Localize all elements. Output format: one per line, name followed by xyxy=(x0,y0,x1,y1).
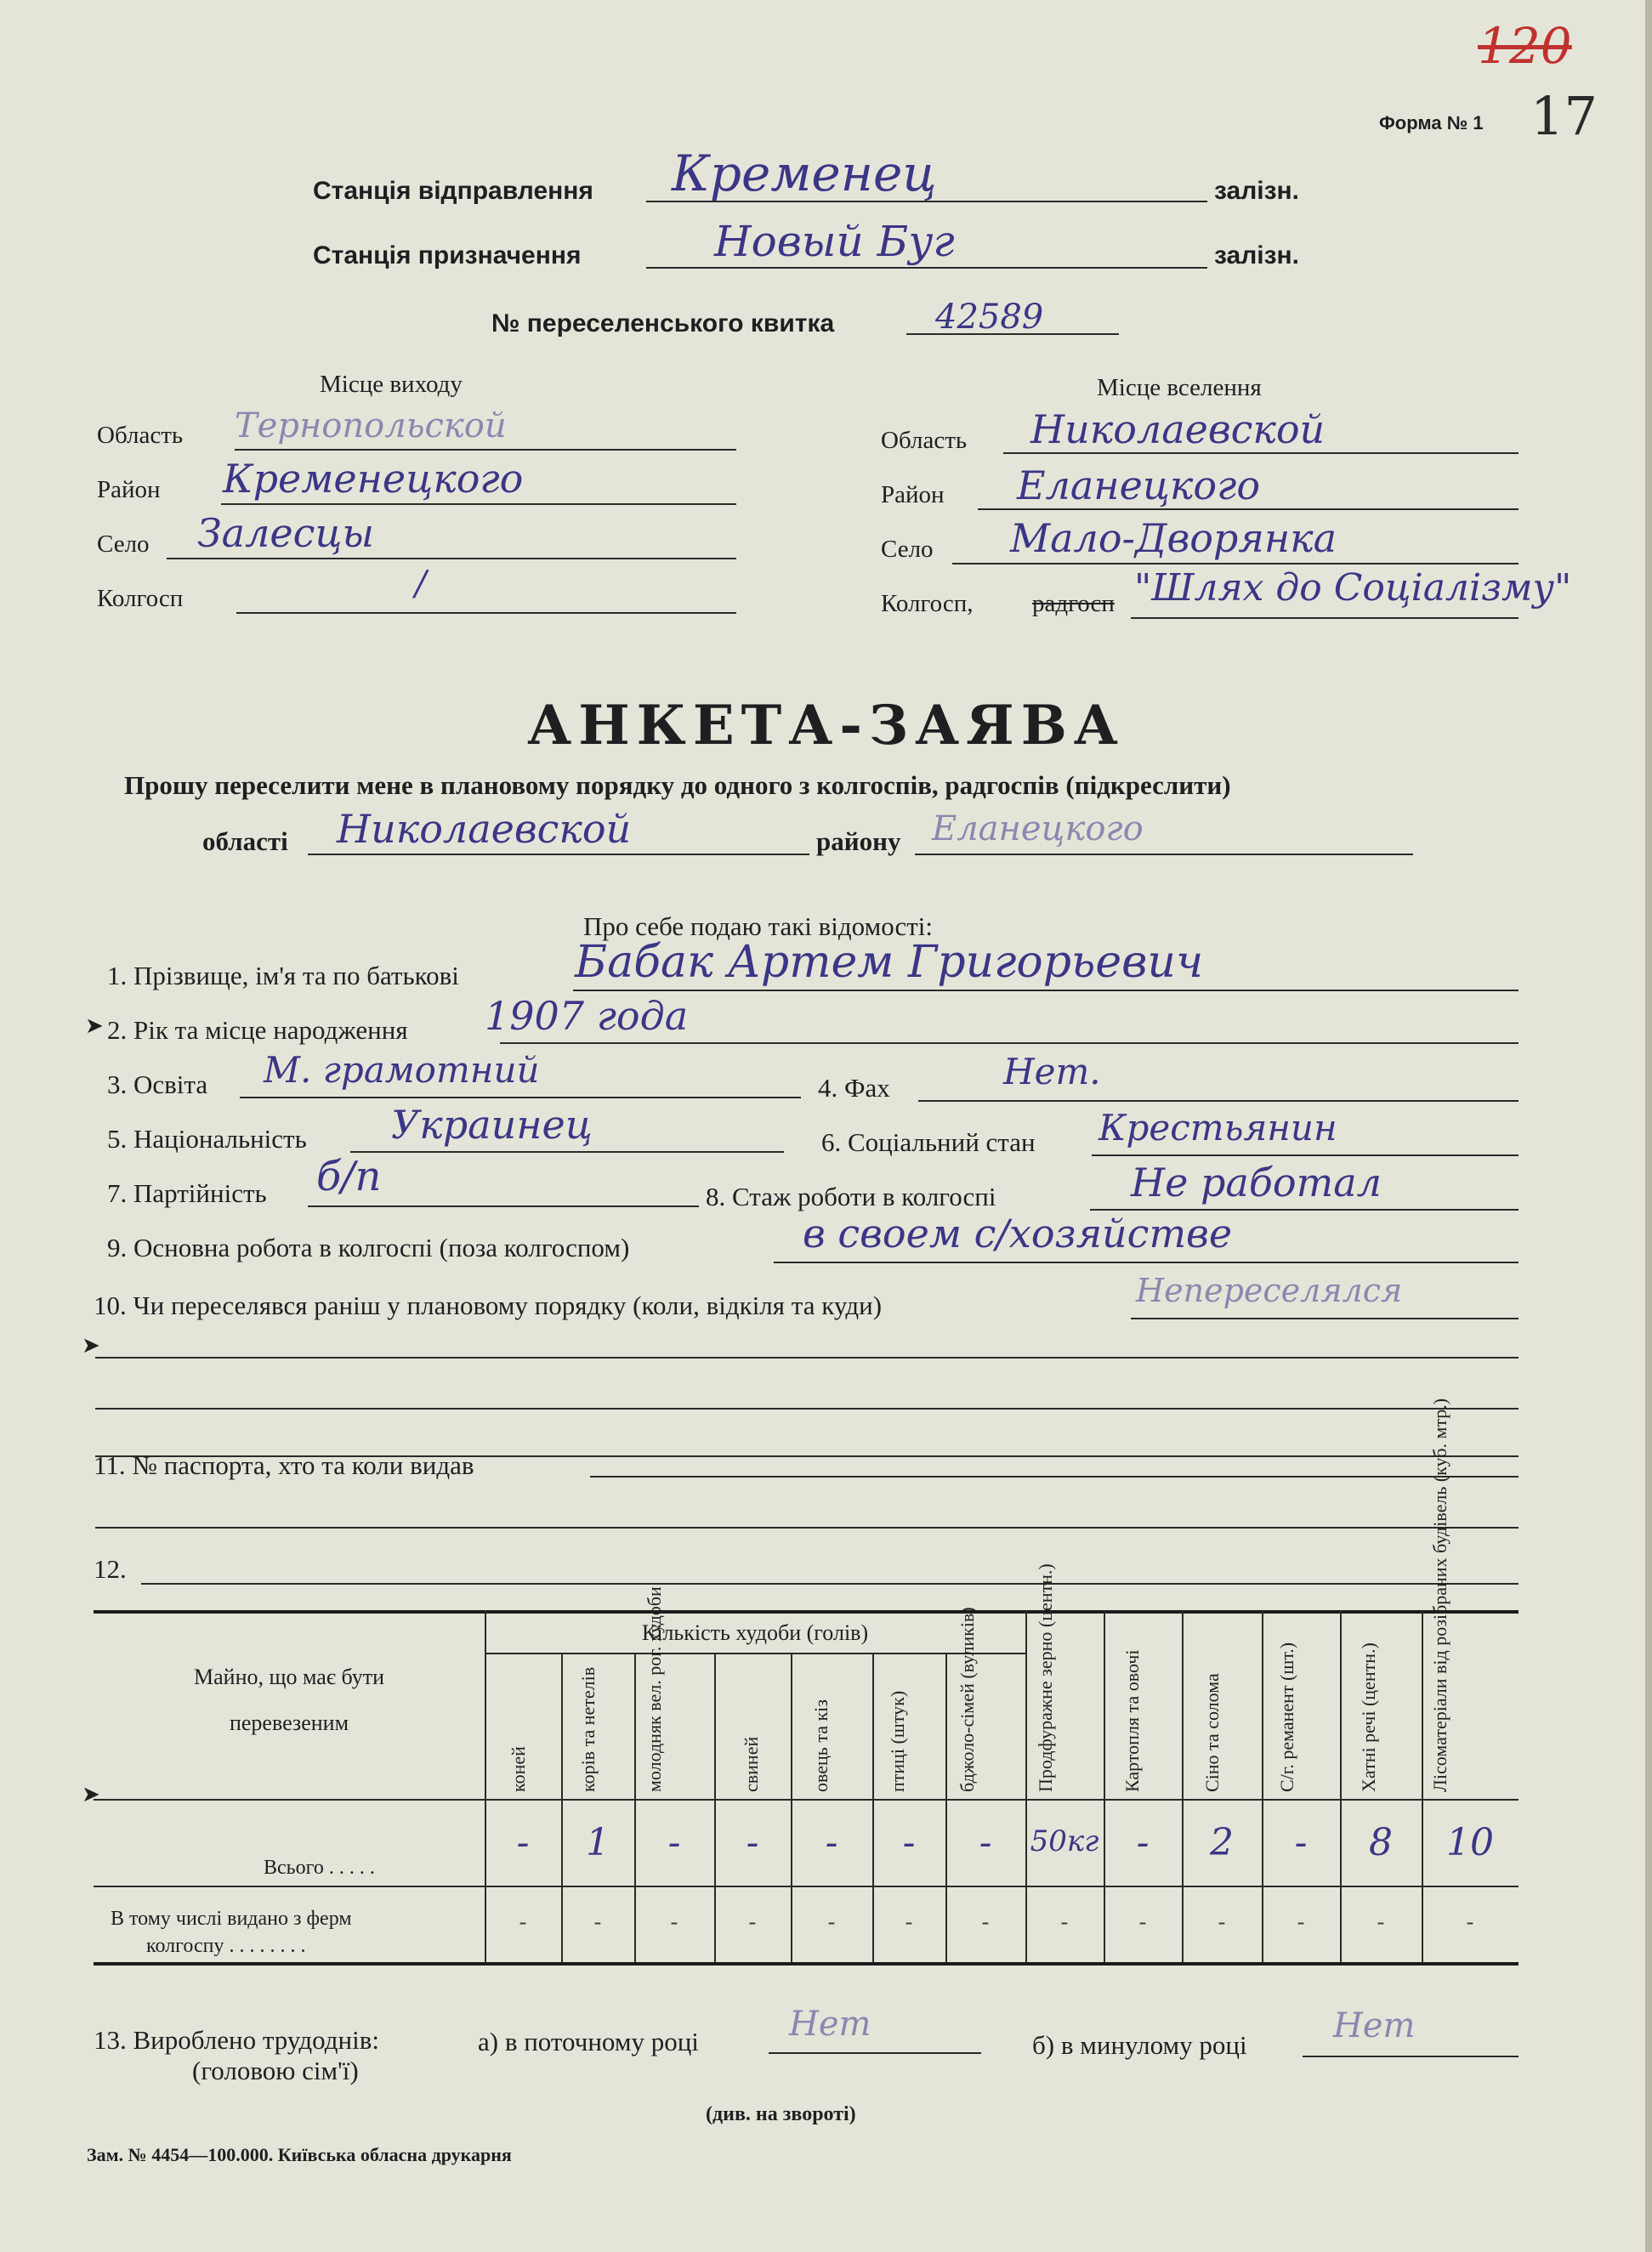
destination-oblast-value: Николаевской xyxy=(1030,406,1326,452)
total-cell: - xyxy=(979,1821,992,1864)
total-cell: 2 xyxy=(1210,1821,1234,1864)
column-header-bees: бджоло-сімей (вуликів) xyxy=(957,1607,978,1792)
table-top-border xyxy=(94,1610,1519,1614)
field-9-label: 9. Основна робота в колгоспі (поза колгоспом) xyxy=(107,1233,630,1262)
field-3-value: М. грамотний xyxy=(264,1049,540,1091)
column-header-pigs: свиней xyxy=(741,1736,762,1792)
total-cell: - xyxy=(1136,1821,1150,1864)
request-rayon-value: Еланецкого xyxy=(932,809,1144,848)
request-rayon-label: району xyxy=(816,826,901,856)
destination-station-label: Станція призначення xyxy=(313,241,582,269)
origin-oblast-value: Тернопольской xyxy=(235,406,507,445)
workdays-previous-line xyxy=(1303,2056,1519,2057)
field-3-line xyxy=(240,1097,801,1098)
destination-rayon-line xyxy=(978,508,1519,510)
column-header-hay: Сіно та солома xyxy=(1201,1673,1223,1792)
request-rayon-line xyxy=(915,854,1413,855)
field-11-line xyxy=(590,1476,1519,1478)
origin-rayon-label: Район xyxy=(97,476,161,503)
column-header-household: Хатні речі (центн.) xyxy=(1358,1642,1379,1792)
origin-rayon-value: Кременецкого xyxy=(223,456,524,502)
total-cell: - xyxy=(746,1821,759,1864)
field-2-line xyxy=(500,1042,1519,1044)
total-cell: 10 xyxy=(1446,1821,1494,1864)
field-10-line-3 xyxy=(95,1408,1519,1410)
departure-station-value: Кременец xyxy=(672,145,937,202)
see-reverse-note: (див. на звороті) xyxy=(706,2103,856,2125)
farm-row-label-2: колгоспу . . . . . . . . xyxy=(146,1935,306,1957)
total-cell: - xyxy=(902,1821,916,1864)
farm-cell: - xyxy=(748,1909,757,1934)
field-10-line xyxy=(1131,1318,1519,1319)
origin-kolhosp-label: Колгосп xyxy=(97,585,184,612)
field-3-label: 3. Освіта xyxy=(107,1069,208,1099)
destination-station-value: Новый Буг xyxy=(714,217,955,266)
origin-oblast-line xyxy=(235,449,736,451)
farm-cell: - xyxy=(981,1909,990,1934)
field-4-line xyxy=(918,1100,1519,1102)
farm-cell: - xyxy=(1297,1909,1305,1934)
field-6-line xyxy=(1092,1154,1519,1156)
column-header-poultry: птиці (штук) xyxy=(887,1690,908,1792)
workdays-current-label: а) в поточному році xyxy=(478,2027,699,2056)
destination-rayon-label: Район xyxy=(881,481,945,508)
farm-row-label-1: В тому числі видано з ферм xyxy=(111,1908,352,1930)
origin-selo-label: Село xyxy=(97,530,150,558)
livestock-header-underline xyxy=(485,1653,1025,1654)
origin-rayon-line xyxy=(221,503,736,505)
total-cell: - xyxy=(516,1821,530,1864)
workdays-sublabel: (головою сім'ї) xyxy=(192,2056,359,2085)
field-5-line xyxy=(350,1151,784,1153)
departure-station-label: Станція відправлення xyxy=(313,177,593,205)
sheet-number: 17 xyxy=(1530,85,1598,147)
total-row-label: Всього . . . . . xyxy=(264,1857,375,1879)
column-header-implements: С/г. реманент (шт.) xyxy=(1276,1642,1297,1792)
field-7-line xyxy=(308,1205,699,1207)
workdays-previous-label: б) в минулому році xyxy=(1032,2030,1247,2060)
destination-station-suffix: залізн. xyxy=(1214,241,1299,269)
origin-selo-line xyxy=(167,558,736,559)
table-bottom-border xyxy=(94,1962,1519,1966)
ticket-label: № переселенського квитка xyxy=(491,309,835,338)
workdays-current-line xyxy=(769,2052,981,2054)
field-1-line xyxy=(573,990,1519,991)
destination-selo-label: Село xyxy=(881,536,934,563)
margin-arrow: ➤ xyxy=(82,1782,100,1807)
destination-oblast-line xyxy=(1003,452,1519,454)
field-2-value: 1907 года xyxy=(485,993,689,1039)
request-oblast-line xyxy=(308,854,809,855)
field-11-label: 11. № паспорта, хто та коли видав xyxy=(94,1450,474,1480)
origin-oblast-label: Область xyxy=(97,422,184,449)
farm-cell: - xyxy=(1060,1909,1069,1934)
destination-selo-value: Мало-Дворянка xyxy=(1010,515,1337,561)
field-12-label: 12. xyxy=(94,1554,127,1584)
margin-arrow: ➤ xyxy=(82,1333,100,1358)
total-cell: - xyxy=(667,1821,681,1864)
property-label-1: Майно, що має бути xyxy=(194,1665,384,1689)
field-2-label: 2. Рік та місце народження xyxy=(107,1015,408,1045)
field-5-label: 5. Національність xyxy=(107,1124,307,1154)
farm-cell: - xyxy=(1466,1909,1474,1934)
total-cell: 8 xyxy=(1369,1821,1393,1864)
origin-selo-value: Залесцы xyxy=(197,510,374,556)
farm-cell: - xyxy=(905,1909,913,1934)
column-header-grain: Продфуражне зерно (центн.) xyxy=(1035,1563,1056,1792)
ticket-value: 42589 xyxy=(935,298,1044,337)
field-12-line xyxy=(141,1583,1519,1585)
column-header-cows: корів та нетелів xyxy=(577,1666,599,1792)
farm-cell: - xyxy=(1138,1909,1147,1934)
field-11-line-2 xyxy=(95,1527,1519,1529)
field-8-value: Не работал xyxy=(1131,1160,1382,1205)
column-header-timber: Лісоматеріали від розібраних будівель (куб. мтр.) xyxy=(1429,1398,1450,1792)
field-10-value: Непереселялся xyxy=(1136,1272,1403,1309)
destination-rayon-value: Еланецкого xyxy=(1017,462,1261,508)
farm-cell: - xyxy=(1377,1909,1385,1934)
destination-oblast-label: Область xyxy=(881,427,968,454)
origin-kolhosp-value: / xyxy=(415,564,427,604)
field-10-line-2 xyxy=(95,1357,1519,1359)
origin-kolhosp-line xyxy=(236,612,736,614)
destination-selo-line xyxy=(952,563,1519,564)
destination-kolhosp-label: Колгосп, xyxy=(881,590,974,617)
column-header-horses: коней xyxy=(508,1746,529,1792)
request-oblast-label: області xyxy=(202,826,288,856)
departure-station-suffix: залізн. xyxy=(1214,177,1299,205)
total-cell: 50кг xyxy=(1030,1824,1099,1858)
destination-radhosp-label: радгосп xyxy=(1032,590,1115,617)
destination-kolhosp-value: "Шлях до Соціалізму" xyxy=(1134,566,1572,610)
field-9-line xyxy=(774,1262,1519,1263)
total-cell: - xyxy=(1294,1821,1308,1864)
destination-kolhosp-line xyxy=(1131,617,1519,619)
workdays-label: 13. Вироблено трудоднів: xyxy=(94,2025,380,2055)
form-number: Форма № 1 xyxy=(1379,112,1484,133)
field-1-label: 1. Прізвище, ім'я та по батькові xyxy=(107,961,459,990)
column-header-potatoes: Картопля та овочі xyxy=(1121,1649,1143,1792)
column-header-young-cattle: молодняк вел. рог. худоби xyxy=(644,1586,665,1792)
request-oblast-value: Николаевской xyxy=(337,806,632,852)
destination-title: Місце вселення xyxy=(1097,374,1262,401)
field-5-value: Украинец xyxy=(391,1102,593,1148)
property-label-2: перевезеним xyxy=(229,1710,349,1735)
workdays-previous-value: Нет xyxy=(1333,2006,1416,2045)
field-7-label: 7. Партійність xyxy=(107,1178,267,1208)
field-9-value: в своем с/хозяйстве xyxy=(803,1211,1233,1256)
farm-cell: - xyxy=(1218,1909,1226,1934)
farm-cell: - xyxy=(593,1909,602,1934)
table-header-bottom xyxy=(94,1799,1519,1801)
livestock-header: Кількість худоби (голів) xyxy=(641,1620,869,1645)
field-7-value: б/п xyxy=(316,1153,382,1200)
table-total-bottom xyxy=(94,1886,1519,1887)
request-text: Прошу переселити мене в плановому порядку до одного з колгоспів, радгоспів (підкреслити) xyxy=(124,770,1231,800)
field-6-label: 6. Соціальний стан xyxy=(821,1127,1036,1157)
form-title: АНКЕТА-ЗАЯВА xyxy=(527,694,1125,757)
field-8-label: 8. Стаж роботи в колгоспі xyxy=(706,1182,996,1211)
farm-cell: - xyxy=(519,1909,527,1934)
farm-cell: - xyxy=(670,1909,678,1934)
workdays-current-value: Нет xyxy=(789,2005,871,2044)
about-heading: Про себе подаю такі відомості: xyxy=(583,911,934,941)
total-cell: 1 xyxy=(586,1821,610,1864)
field-4-label: 4. Фах xyxy=(818,1073,890,1103)
origin-title: Місце виходу xyxy=(320,371,463,398)
destination-station-line xyxy=(646,267,1207,269)
total-cell: - xyxy=(825,1821,838,1864)
farm-cell: - xyxy=(827,1909,836,1934)
field-10-label: 10. Чи переселявся раніш у плановому порядку (коли, відкіля та куди) xyxy=(94,1291,883,1320)
struck-sheet-number: 120 xyxy=(1478,17,1572,75)
field-6-value: Крестьянин xyxy=(1098,1107,1337,1149)
printer-imprint: Зам. № 4454—100.000. Київська обласна друкарня xyxy=(87,2144,512,2165)
margin-arrow: ➤ xyxy=(85,1013,104,1038)
column-header-sheep-goats: овець та кіз xyxy=(810,1699,832,1792)
field-4-value: Нет. xyxy=(1003,1051,1101,1092)
field-1-value: Бабак Артем Григорьевич xyxy=(575,937,1204,988)
